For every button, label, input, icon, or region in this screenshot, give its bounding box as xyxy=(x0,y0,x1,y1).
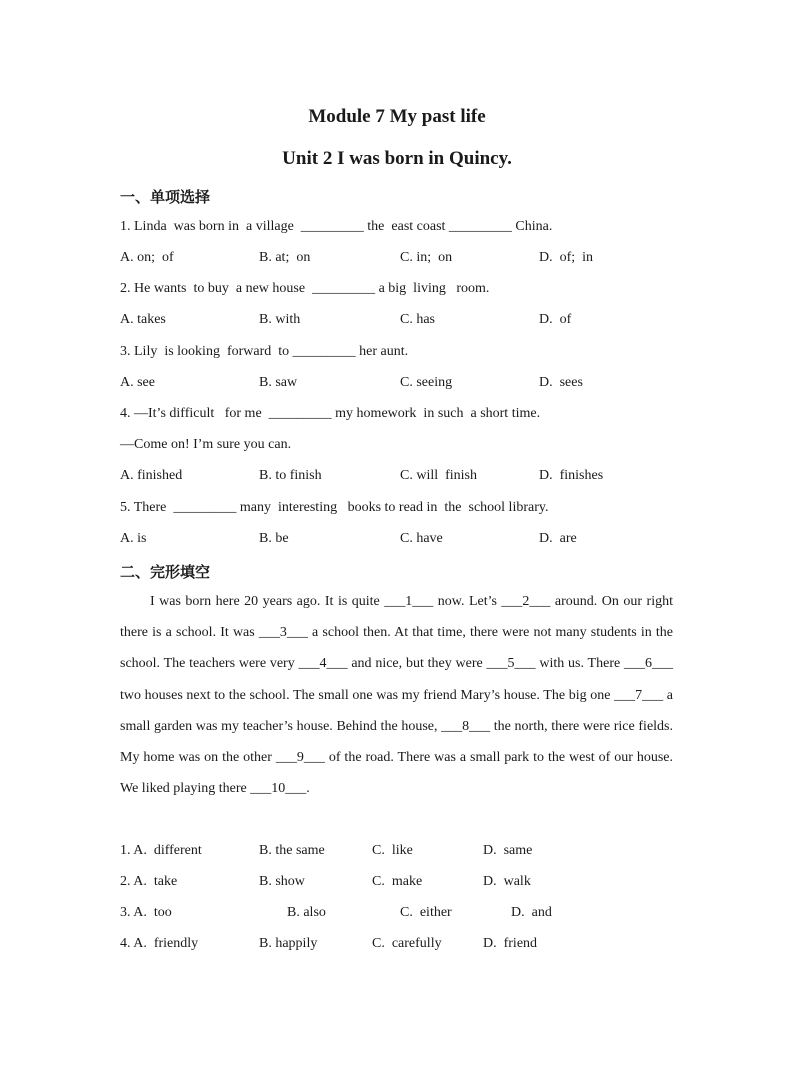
option-c: C. like xyxy=(372,843,413,858)
option-d: D. of xyxy=(539,312,572,327)
question-4-reply: —Come on! I’m sure you can. xyxy=(120,437,292,452)
option-b: B. also xyxy=(287,905,326,920)
section-heading-multiple-choice: 一、单项选择 xyxy=(120,188,211,206)
question-5-options xyxy=(120,531,680,551)
option-b: B. show xyxy=(259,874,305,889)
option-c: C. will finish xyxy=(400,468,478,483)
option-a: A. see xyxy=(120,375,155,390)
option-c: C. make xyxy=(372,874,423,889)
option-c: C. either xyxy=(400,905,452,920)
question-2: 2. He wants to buy a new house _________ a big living room. xyxy=(120,281,490,296)
question-2-options xyxy=(120,312,680,332)
option-d: D. finishes xyxy=(539,468,604,483)
question-3: 3. Lily is looking forward to _________ her aunt. xyxy=(120,344,409,359)
option-b: B. happily xyxy=(259,936,318,951)
question-1-options xyxy=(120,250,680,270)
question-4-options xyxy=(120,468,680,488)
cloze-answer-row-1 xyxy=(120,843,680,863)
option-a: A. finished xyxy=(120,468,183,483)
option-d: D. of; in xyxy=(539,250,594,265)
option-d: D. walk xyxy=(483,874,531,889)
option-a: A. takes xyxy=(120,312,166,327)
cloze-answer-row-4 xyxy=(120,936,680,956)
option-a: 3. A. too xyxy=(120,905,172,920)
option-d: D. friend xyxy=(483,936,538,951)
option-b: B. at; on xyxy=(259,250,311,265)
option-c: C. has xyxy=(400,312,435,327)
question-5: 5. There _________ many interesting books to read in the school library. xyxy=(120,500,549,515)
option-a: 2. A. take xyxy=(120,874,178,889)
page-subtitle: Unit 2 I was born in Quincy. xyxy=(282,148,512,169)
question-4: 4. —It’s difficult for me _________ my homework in such a short time. xyxy=(120,406,541,421)
cloze-answer-row-2 xyxy=(120,874,680,894)
option-b: B. be xyxy=(259,531,289,546)
option-c: C. carefully xyxy=(372,936,442,951)
option-c: C. have xyxy=(400,531,443,546)
option-b: B. with xyxy=(259,312,301,327)
option-b: B. to finish xyxy=(259,468,322,483)
cloze-passage: I was born here 20 years ago. It is quite ___1___ now. Let’s ___2___ around. On our right there is a school. It was ___3___ a school then. At that time, there were not many students in the school. The teachers were very ___4___ and nice, but they were ___5___ with us. There ___6___ two houses next to the school. The small one was my friend Mary’s house. The big one ___7___ a small garden was my teacher’s house. Behind the house, ___8___ the north, there were rice fields. My home was on the other ___9___ of the road. There was a small park to the west of our house. We liked playing there ___10___. xyxy=(120,594,673,797)
option-a: A. on; of xyxy=(120,250,174,265)
option-b: B. saw xyxy=(259,375,298,390)
cloze-answer-row-3 xyxy=(120,905,680,925)
option-a: 4. A. friendly xyxy=(120,936,199,951)
option-a: A. is xyxy=(120,531,147,546)
option-d: D. same xyxy=(483,843,533,858)
option-d: D. are xyxy=(539,531,577,546)
page-title: Module 7 My past life xyxy=(308,106,486,127)
option-c: C. in; on xyxy=(400,250,453,265)
option-d: D. sees xyxy=(539,375,583,390)
option-d: D. and xyxy=(511,905,552,920)
question-3-options xyxy=(120,375,680,395)
option-a: 1. A. different xyxy=(120,843,202,858)
option-c: C. seeing xyxy=(400,375,453,390)
section-heading-cloze: 二、完形填空 xyxy=(120,563,211,581)
option-b: B. the same xyxy=(259,843,325,858)
question-1: 1. Linda was born in a village _________ the east coast _________ China. xyxy=(120,219,553,234)
